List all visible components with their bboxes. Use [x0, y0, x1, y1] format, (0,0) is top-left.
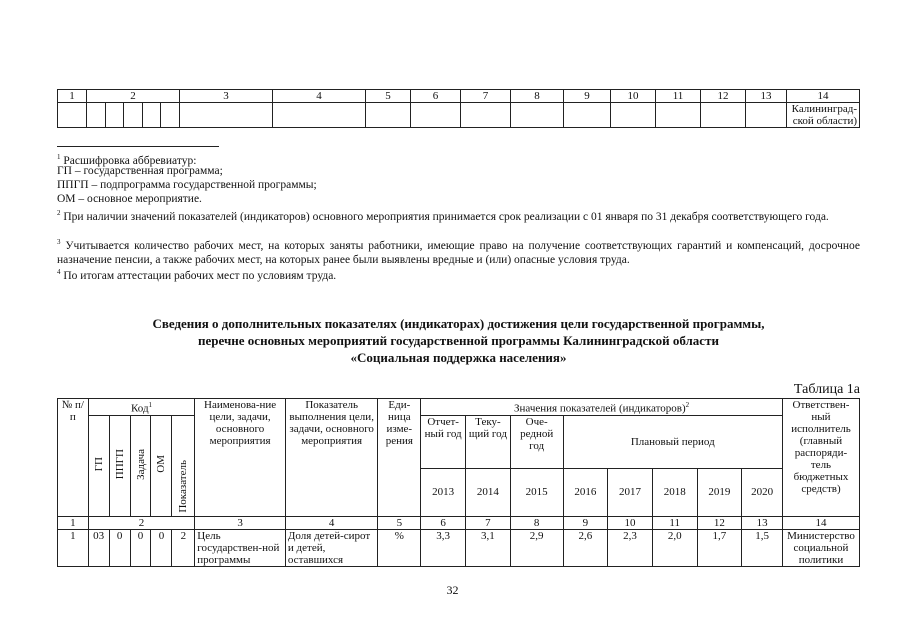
row-code: 2	[172, 529, 195, 566]
header-code-task	[130, 415, 151, 516]
header-values-label: Значения показателей (индикаторов)	[514, 402, 686, 415]
footnote-4-text: По итогам аттестации рабочих мест по условиям труда.	[63, 269, 337, 282]
top-table	[57, 89, 860, 128]
row-value: 3,1	[466, 529, 511, 566]
cell: 12	[701, 90, 746, 103]
cell: 11	[656, 90, 701, 103]
cell	[273, 103, 366, 128]
section-title-line3: «Социальная поддержка населения»	[350, 350, 567, 365]
header-report-year: Отчет-ный год	[421, 415, 466, 468]
year-cell: 2014	[466, 468, 511, 516]
code-indicator-label: Показатель	[177, 460, 190, 513]
footnote-gp: ГП – государственная программа;	[57, 165, 223, 177]
footnote-abbr-title: Расшифровка аббревиатур:	[63, 154, 197, 167]
cell	[746, 103, 787, 128]
footnote-4: $^4$ По итогам аттестации рабочих мест по условиям труда.	[57, 268, 337, 282]
row-num: 1	[58, 529, 89, 566]
row-name: Цель государствен-ной программы	[195, 529, 286, 566]
header-row-1	[58, 399, 860, 416]
footnote-ppgp: ППГП – подпрограмма государственной программы;	[57, 179, 317, 191]
col-number: 13	[742, 516, 783, 529]
page-number: 32	[446, 583, 459, 597]
header-code-ppgp	[109, 415, 130, 516]
row-value: 1,5	[742, 529, 783, 566]
cell: Калининград-ской области)	[787, 103, 860, 128]
footnote-2-text: При наличии значений показателей (индикаторов) основного мероприятия принимается срок реализации с 01 января по 31 декабря соответствующего года.	[63, 210, 829, 223]
header-plan-period: Плановый период	[563, 415, 782, 468]
top-table-row	[58, 103, 860, 128]
col-number: 9	[563, 516, 608, 529]
year-cell: 2019	[697, 468, 742, 516]
section-title-line1: Сведения о дополнительных показателях (индикаторах) достижения цели государственной программы,	[152, 316, 765, 331]
row-value: 1,7	[697, 529, 742, 566]
col-number: 8	[510, 516, 563, 529]
row-code: 0	[151, 529, 172, 566]
cell	[366, 103, 411, 128]
header-values	[421, 399, 783, 416]
cell: 5	[366, 90, 411, 103]
col-number: 4	[285, 516, 378, 529]
col-number: 11	[652, 516, 697, 529]
cell	[58, 103, 87, 128]
footnote-divider	[57, 146, 219, 147]
cell	[656, 103, 701, 128]
cell: 3	[180, 90, 273, 103]
year-cell: 2020	[742, 468, 783, 516]
header-unit: Еди-ница изме-рения	[378, 399, 421, 517]
cell	[564, 103, 611, 128]
table-label: Таблица 1а	[793, 382, 860, 397]
cell	[161, 103, 180, 128]
row-indicator: Доля детей-сирот и детей, оставшихся	[285, 529, 378, 566]
col-number: 1	[58, 516, 89, 529]
column-number-row	[58, 516, 860, 529]
header-code-sup: 1	[148, 401, 153, 409]
cell: 10	[611, 90, 656, 103]
col-number: 12	[697, 516, 742, 529]
footnote-3-text: Учитывается количество рабочих мест, на которых заняты работники, имеющие право на получение соответствующих гарантий и компенсаций, досрочное назначение пенсии, а также рабочих мест, на которых ранее были выявлены вредные и (или) опасные условия труда.	[57, 239, 861, 266]
header-code-label: Код	[130, 402, 149, 415]
cell	[511, 103, 564, 128]
cell	[124, 103, 143, 128]
col-number: 3	[195, 516, 286, 529]
col-number: 10	[608, 516, 653, 529]
row-value: 2,0	[652, 529, 697, 566]
cell	[461, 103, 511, 128]
cell: 13	[746, 90, 787, 103]
header-num: № п/п	[58, 399, 89, 517]
cell: 9	[564, 90, 611, 103]
year-cell: 2016	[563, 468, 608, 516]
top-table-header	[58, 90, 860, 103]
row-value: 3,3	[421, 529, 466, 566]
table-row	[58, 529, 860, 566]
header-code-indicator	[172, 415, 195, 516]
cell	[701, 103, 746, 128]
header-code-om	[151, 415, 172, 516]
footnote-om: ОМ – основное мероприятие.	[57, 193, 202, 205]
cell	[180, 103, 273, 128]
cell	[411, 103, 461, 128]
row-unit: %	[378, 529, 421, 566]
col-number: 6	[421, 516, 466, 529]
col-number: 5	[378, 516, 421, 529]
cell: 14	[787, 90, 860, 103]
indicators-table	[57, 398, 860, 567]
col-number: 7	[466, 516, 511, 529]
footnote-2: $^2$ При наличии значений показателей (индикаторов) основного мероприятия принимается срок реализации с 01 января по 31 декабря соответствующего года.	[57, 209, 829, 223]
year-cell: 2015	[510, 468, 563, 516]
cell	[105, 103, 124, 128]
row-responsible: Министерство социальной политики	[782, 529, 859, 566]
cell	[611, 103, 656, 128]
row-code: 0	[130, 529, 151, 566]
row-code: 0	[109, 529, 130, 566]
header-code-gp	[88, 415, 109, 516]
cell: 7	[461, 90, 511, 103]
year-cell: 2013	[421, 468, 466, 516]
row-value: 2,6	[563, 529, 608, 566]
section-title-line2: перечне основных мероприятий государственной программы Калининградской области	[198, 333, 719, 348]
cell: 8	[511, 90, 564, 103]
cell	[87, 103, 106, 128]
header-code	[88, 399, 195, 416]
code-ppgp-label: ППГП	[113, 449, 126, 480]
col-number: 2	[88, 516, 195, 529]
row-value: 2,3	[608, 529, 653, 566]
cell	[142, 103, 161, 128]
cell: 6	[411, 90, 461, 103]
header-current-year: Теку-щий год	[466, 415, 511, 468]
year-cell: 2017	[608, 468, 653, 516]
code-om-label: ОМ	[155, 455, 168, 474]
code-gp-label: ГП	[92, 457, 105, 472]
header-next-year: Оче-редной год	[510, 415, 563, 468]
cell: 1	[58, 90, 87, 103]
footnote-3: $^3$ Учитывается количество рабочих мест, на которых заняты работники, имеющие право на получение соответствующих гарантий и компенсаций, досрочное назначение пенсии, а также рабочих мест, на которых ранее были выявлены вредные и (или) опасные условия труда.	[57, 238, 861, 266]
cell: 2	[87, 90, 180, 103]
row-value: 2,9	[510, 529, 563, 566]
cell: 4	[273, 90, 366, 103]
header-row-2	[58, 415, 860, 468]
year-cell: 2018	[652, 468, 697, 516]
row-code: 03	[88, 529, 109, 566]
footnote-1: $^1$ Расшифровка аббревиатур:	[57, 153, 197, 167]
code-task-label: Задача	[134, 448, 147, 480]
header-values-sup: 2	[685, 401, 690, 409]
header-responsible: Ответствен-ный исполнитель (главный распоряди-тель бюджетных средств)	[782, 399, 859, 517]
header-indicator: Показатель выполнения цели, задачи, основного мероприятия	[285, 399, 378, 517]
col-number: 14	[782, 516, 859, 529]
header-name: Наименова-ние цели, задачи, основного мероприятия	[195, 399, 286, 517]
